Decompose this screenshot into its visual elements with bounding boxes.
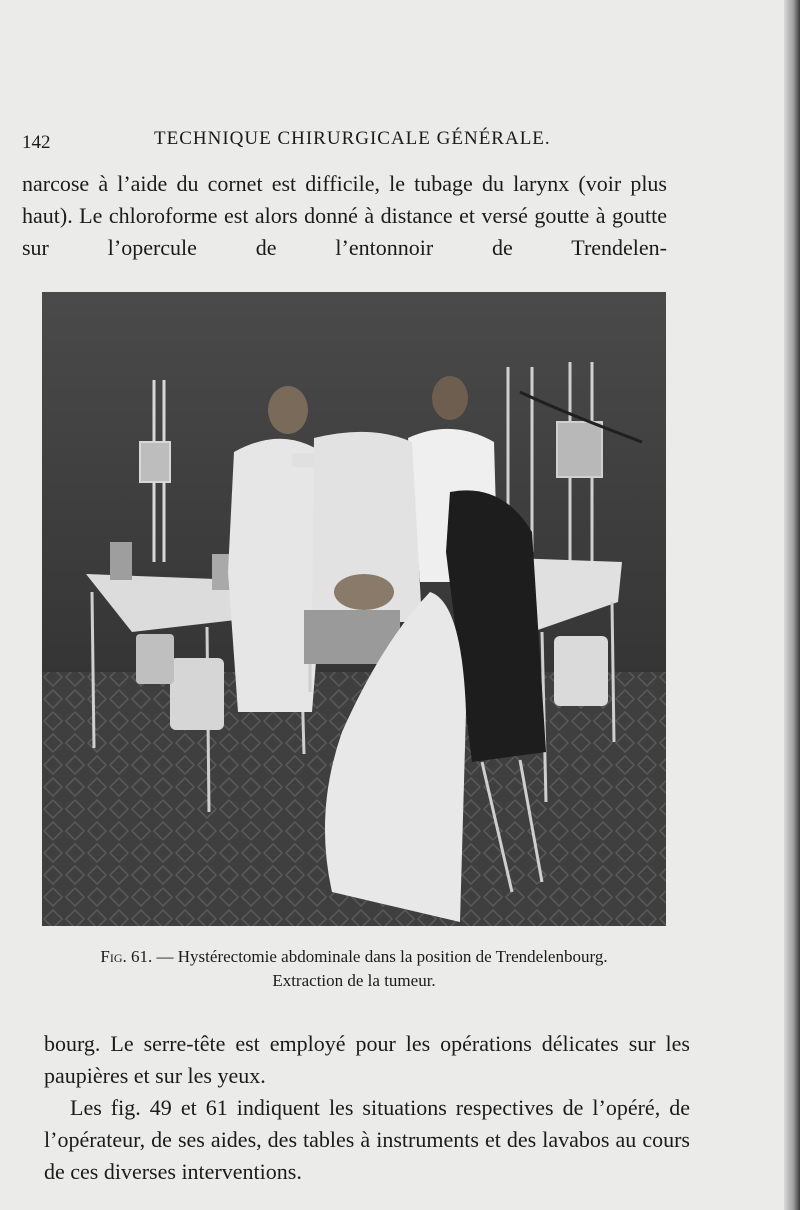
caption-dash: —	[152, 947, 178, 966]
figure-photograph	[42, 292, 666, 926]
caption-text-1: Hystérectomie abdominale dans la position de Trendelenbourg.	[177, 947, 608, 966]
paragraph-top: narcose à l’aide du cornet est difficile, le tubage du larynx (voir plus haut). Le chloroforme est alors donné à distance et versé goutte à goutte sur l’opercule de l’entonnoir de Trendelen-	[22, 171, 667, 260]
caption-line-1	[42, 945, 666, 969]
paragraph-bottom-text: Les fig. 49 et 61 indiquent les situations respectives de l’opéré, de l’opérateur, de ses aides, des tables à instruments et des lavabos au cours de ces diverses interventions.	[44, 1095, 690, 1184]
figure-caption	[42, 945, 666, 993]
running-title: TECHNIQUE CHIRURGICALE GÉNÉRALE.	[154, 128, 551, 149]
page-number: 142	[22, 132, 51, 153]
operating-room-photo	[42, 292, 666, 926]
paragraph-bottom	[44, 1092, 690, 1188]
caption-line-2: Extraction de la tumeur.	[272, 971, 436, 990]
paragraph-middle: bourg. Le serre-tête est employé pour les opérations délicates sur les paupières et sur les yeux.	[44, 1031, 690, 1088]
page-header	[22, 128, 742, 158]
book-spine-edge	[784, 0, 800, 1210]
figure-label: Fig. 61.	[100, 947, 153, 966]
